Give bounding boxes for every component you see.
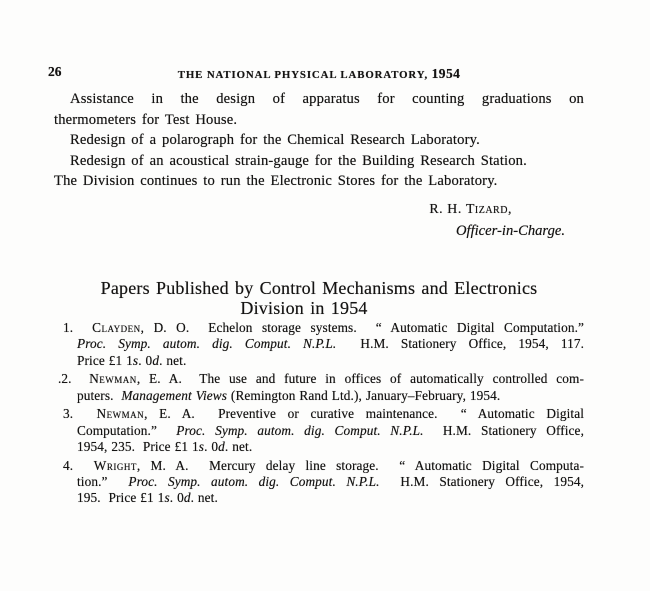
text-segment: 1954, 235. Price £1 1	[77, 439, 199, 455]
section-heading-line-2: Division in 1954	[240, 297, 368, 318]
text-segment: . 0	[204, 439, 219, 455]
reference-number: .2.	[58, 371, 90, 387]
reference-line	[63, 423, 584, 439]
reference-item	[63, 458, 584, 507]
signature-name-initials: R. H.	[429, 201, 466, 216]
author-name: Newman	[96, 406, 145, 422]
reference-line	[58, 371, 584, 387]
text-segment: H.M. Stationery Office, 1954, 117.	[336, 336, 584, 352]
page-number: 26	[48, 64, 62, 79]
text-segment: tion.”	[77, 474, 129, 490]
reference-number: 3.	[63, 406, 97, 422]
reference-line	[63, 474, 584, 490]
reference-item	[58, 371, 584, 404]
italic-segment: s	[132, 352, 139, 368]
paragraph-assistance-line-2: thermometers for Test House.	[54, 111, 238, 128]
reference-line	[63, 336, 584, 352]
author-name: Wright	[93, 457, 137, 473]
reference-item	[63, 320, 584, 369]
paragraph-electronic-stores: The Division continues to run the Electronic Stores for the Laboratory.	[54, 173, 498, 190]
text-segment: . 0	[138, 352, 153, 368]
reference-line	[63, 406, 584, 422]
paragraph-strain-gauge: Redesign of an acoustical strain-gauge for the Building Research Station.	[70, 152, 527, 169]
italic-segment: Proc. Symp. autom. dig. Comput. N.P.L.	[176, 422, 424, 438]
section-heading	[54, 279, 584, 318]
reference-line	[63, 388, 584, 404]
text-segment: puters.	[77, 387, 122, 403]
text-segment: . net.	[159, 352, 187, 368]
reference-number: 4.	[63, 457, 94, 473]
text-segment: (Remington Rand Ltd.), January–February, 1954.	[227, 387, 501, 403]
signature-surname: Tizard	[465, 201, 508, 216]
italic-segment: d	[218, 439, 225, 455]
italic-segment: Management Views	[121, 387, 227, 403]
italic-segment: Proc. Symp. autom. dig. Comput. N.P.L.	[128, 474, 380, 490]
reference-number: 1.	[63, 320, 93, 335]
signature-name	[54, 200, 584, 218]
signature-name-comma: ,	[507, 201, 512, 216]
paragraph-assistance-line-1: Assistance in the design of apparatus for counting graduations on	[70, 91, 584, 107]
italic-segment: Proc. Symp. autom. dig. Comput. N.P.L.	[77, 336, 337, 352]
text-segment: . 0	[169, 490, 184, 506]
italic-segment: s	[164, 490, 170, 506]
text-segment: , D. O. Echelon storage systems. “ Automatic Digital Computation.”	[140, 320, 584, 335]
text-segment: 195. Price £1 1	[77, 490, 165, 506]
reference-line	[63, 490, 584, 506]
references-list	[58, 320, 585, 509]
text-segment: . net.	[224, 439, 253, 455]
reference-line	[63, 353, 584, 369]
author-name: Newman	[89, 371, 137, 387]
text-segment: H.M. Stationery Office,	[423, 422, 584, 438]
section-heading-line-1: Papers Published by Control Mechanisms and Electronics	[100, 278, 538, 298]
running-header-year: 1954	[431, 66, 461, 81]
text-segment: , E. A. Preventive or curative maintenance. “ Automatic Digital	[144, 406, 584, 422]
text-segment: , E. A. The use and future in offices of automatically controlled com-	[136, 371, 584, 387]
text-segment: . net.	[190, 490, 218, 506]
italic-segment: d	[183, 490, 191, 506]
paragraph-polarograph: Redesign of a polarograph for the Chemical Research Laboratory.	[70, 132, 480, 149]
signature-block	[54, 200, 584, 240]
text-segment: Price £1 1	[77, 352, 133, 368]
text-segment: Computation.”	[77, 422, 177, 438]
signature-role: Officer-in-Charge.	[455, 223, 565, 239]
italic-segment: d	[152, 352, 160, 368]
running-header-title: THE NATIONAL PHYSICAL LABORATORY,	[177, 69, 429, 81]
reference-item	[63, 406, 584, 455]
reference-line	[63, 439, 584, 455]
intro-paragraphs	[54, 89, 584, 192]
text-segment: H.M. Stationery Office, 1954,	[379, 474, 584, 490]
italic-segment: s	[198, 439, 205, 455]
reference-line	[63, 320, 584, 336]
author-name: Clayden	[92, 320, 141, 335]
running-header	[54, 66, 584, 82]
reference-line	[63, 458, 584, 474]
text-segment: , M. A. Mercury delay line storage. “ Automatic Digital Computa-	[136, 457, 585, 473]
